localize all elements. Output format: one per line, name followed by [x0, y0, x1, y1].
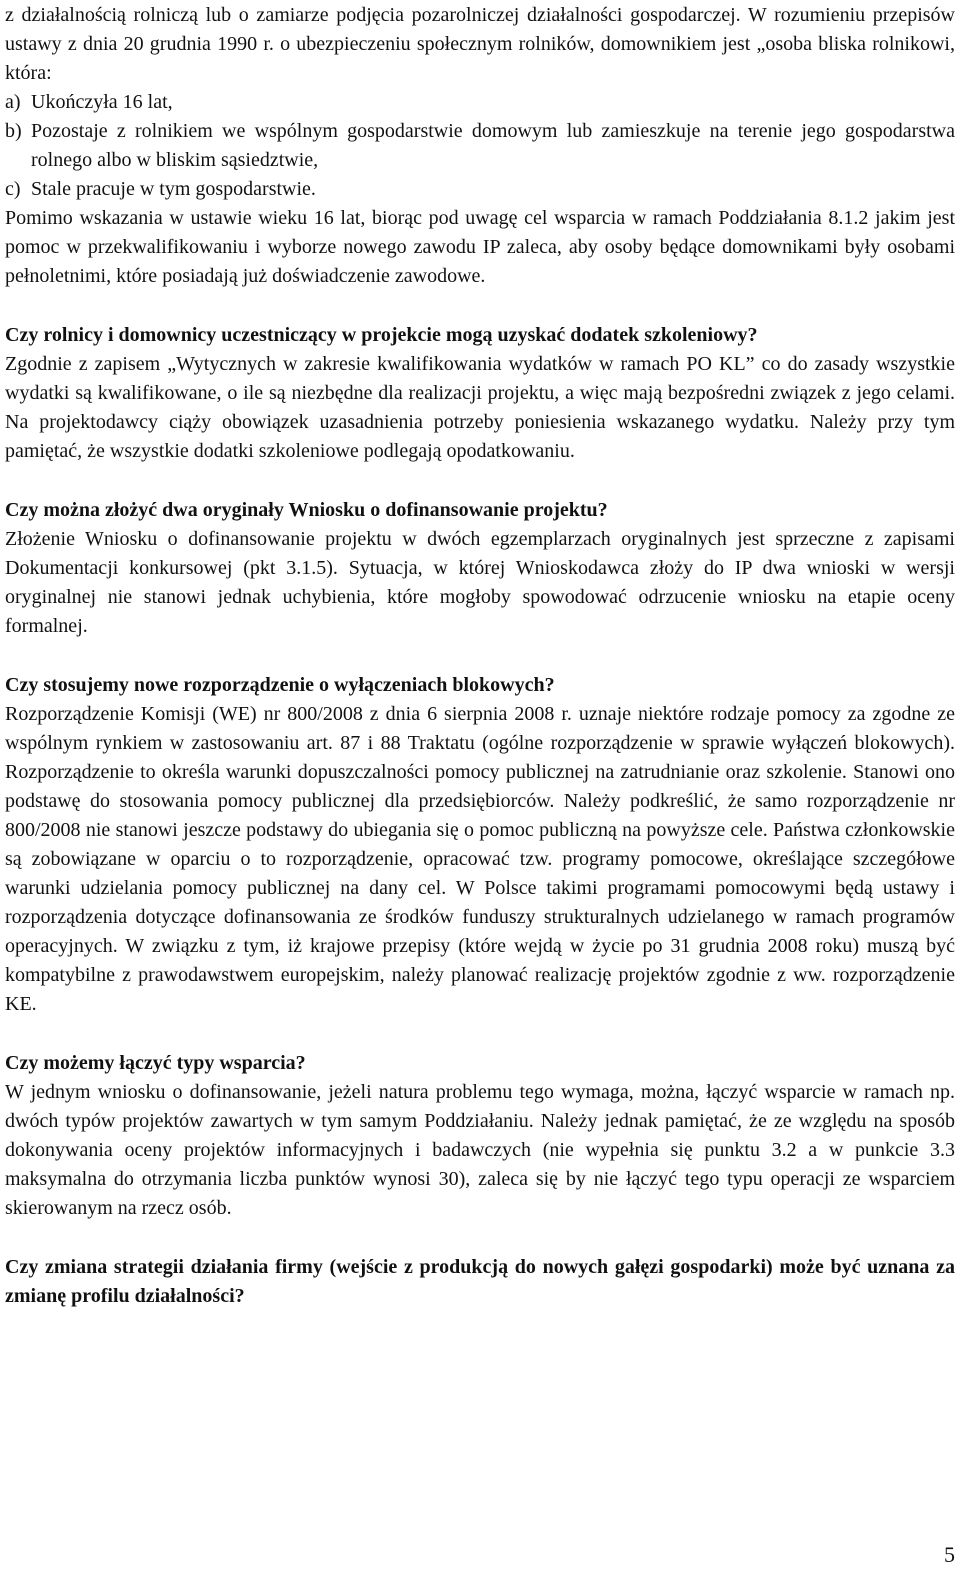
faq-question: Czy możemy łączyć typy wsparcia? — [5, 1052, 306, 1074]
list-item-text: Ukończyła 16 lat, — [31, 91, 173, 113]
faq-answer: Zgodnie z zapisem „Wytycznych w zakresie kwalifikowania wydatków w ramach PO KL” co do zasady wszystkie wydatki są kwalifikowane, o ile są niezbędne dla realizacji projektu, a więc mają bezpośredni związek z jego celami. Na projektodawcy ciąży obowiązek uzasadnienia potrzeby poniesienia wskazanego wydatku. Należy przy tym pamiętać, że wszystkie dodatki szkoleniowe podlegają opodatkowaniu. — [5, 353, 955, 462]
faq-question: Czy zmiana strategii działania firmy (wejście z produkcją do nowych gałęzi gospodarki) może być uznana za zmianę profilu działalności? — [5, 1256, 955, 1307]
list-marker: c) — [5, 178, 21, 200]
faq-question: Czy stosujemy nowe rozporządzenie o wyłączeniach blokowych? — [5, 674, 555, 696]
faq-question: Czy można złożyć dwa oryginały Wniosku o dofinansowanie projektu? — [5, 499, 608, 521]
list-item — [5, 117, 955, 175]
faq-answer: W jednym wniosku o dofinansowanie, jeżeli natura problemu tego wymaga, można, łączyć wsparcie w ramach np. dwóch typów projektów zawartych w tym samym Poddziałaniu. Należy jednak pamiętać, że ze względu na sposób dokonywania oceny projektów informacyjnych i badawczych (nie wypełnia się punktu 3.2 a w punkcie 3.3 maksymalna do otrzymania liczba punktów wynosi 30), zaleca się by nie łączyć tego typu operacji ze wsparciem skierowanym na rzecz osób. — [5, 1081, 955, 1219]
document-page — [5, 0, 955, 1311]
list-marker: a) — [5, 91, 21, 113]
domownik-criteria-list — [5, 88, 955, 204]
intro-paragraph: z działalnością rolniczą lub o zamiarze podjęcia pozarolniczej działalności gospodarczej. W rozumieniu przepisów ustawy z dnia 20 grudnia 1990 r. o ubezpieczeniu społecznym rolników, domownikiem jest „osoba bliska rolnikowi, która: — [5, 4, 955, 84]
list-item — [5, 175, 955, 204]
list-item-text: Stale pracuje w tym gospodarstwie. — [31, 178, 316, 200]
faq-answer: Złożenie Wniosku o dofinansowanie projektu w dwóch egzemplarzach oryginalnych jest sprzeczne z zapisami Dokumentacji konkursowej (pkt 3.1.5). Sytuacja, w której Wnioskodawca złoży do IP dwa wnioski w wersji oryginalnej nie stanowi jednak uchybienia, które mogłoby spowodować odrzucenie wniosku na etapie oceny formalnej. — [5, 528, 955, 637]
page-number: 5 — [944, 1542, 955, 1567]
list-item-text: Pozostaje z rolnikiem we wspólnym gospodarstwie domowym lub zamieszkuje na terenie jego gospodarstwa rolnego albo w bliskim sąsiedztwie, — [31, 120, 955, 171]
list-marker: b) — [5, 120, 22, 142]
faq-answer: Rozporządzenie Komisji (WE) nr 800/2008 z dnia 6 sierpnia 2008 r. uznaje niektóre rodzaje pomocy za zgodne ze wspólnym rynkiem w zastosowaniu art. 87 i 88 Traktatu (ogólne rozporządzenie w sprawie wyłączeń blokowych). Rozporządzenie to określa warunki dopuszczalności pomocy publicznej na zatrudnianie oraz szkolenie. Stanowi ono podstawę do stosowania pomocy publicznej dla przedsiębiorców. Należy podkreślić, że samo rozporządzenie nr 800/2008 nie stanowi jeszcze podstawy do ubiegania się o pomoc publiczną na powyższe cele. Państwa członkowskie są zobowiązane w oparciu o to rozporządzenie, opracować tzw. programy pomocowe, określające szczegółowe warunki udzielania pomocy publicznej na dany cel. W Polsce takimi programami pomocowymi będą ustawy i rozporządzenia dotyczące dofinansowania ze środków funduszy strukturalnych udzielanego w ramach programów operacyjnych. W związku z tym, iż krajowe przepisy (które wejdą w życie po 31 grudnia 2008 roku) muszą być kompatybilne z prawodawstwem europejskim, należy planować realizację projektów zgodnie z ww. rozporządzenie KE. — [5, 703, 955, 1015]
age-recommendation-paragraph: Pomimo wskazania w ustawie wieku 16 lat, biorąc pod uwagę cel wsparcia w ramach Poddziałania 8.1.2 jakim jest pomoc w przekwalifikowaniu i wyborze nowego zawodu IP zaleca, aby osoby będące domownikami były osobami pełnoletnimi, które posiadają już doświadczenie zawodowe. — [5, 207, 955, 287]
faq-question: Czy rolnicy i domownicy uczestniczący w projekcie mogą uzyskać dodatek szkoleniowy? — [5, 324, 758, 346]
list-item — [5, 88, 955, 117]
